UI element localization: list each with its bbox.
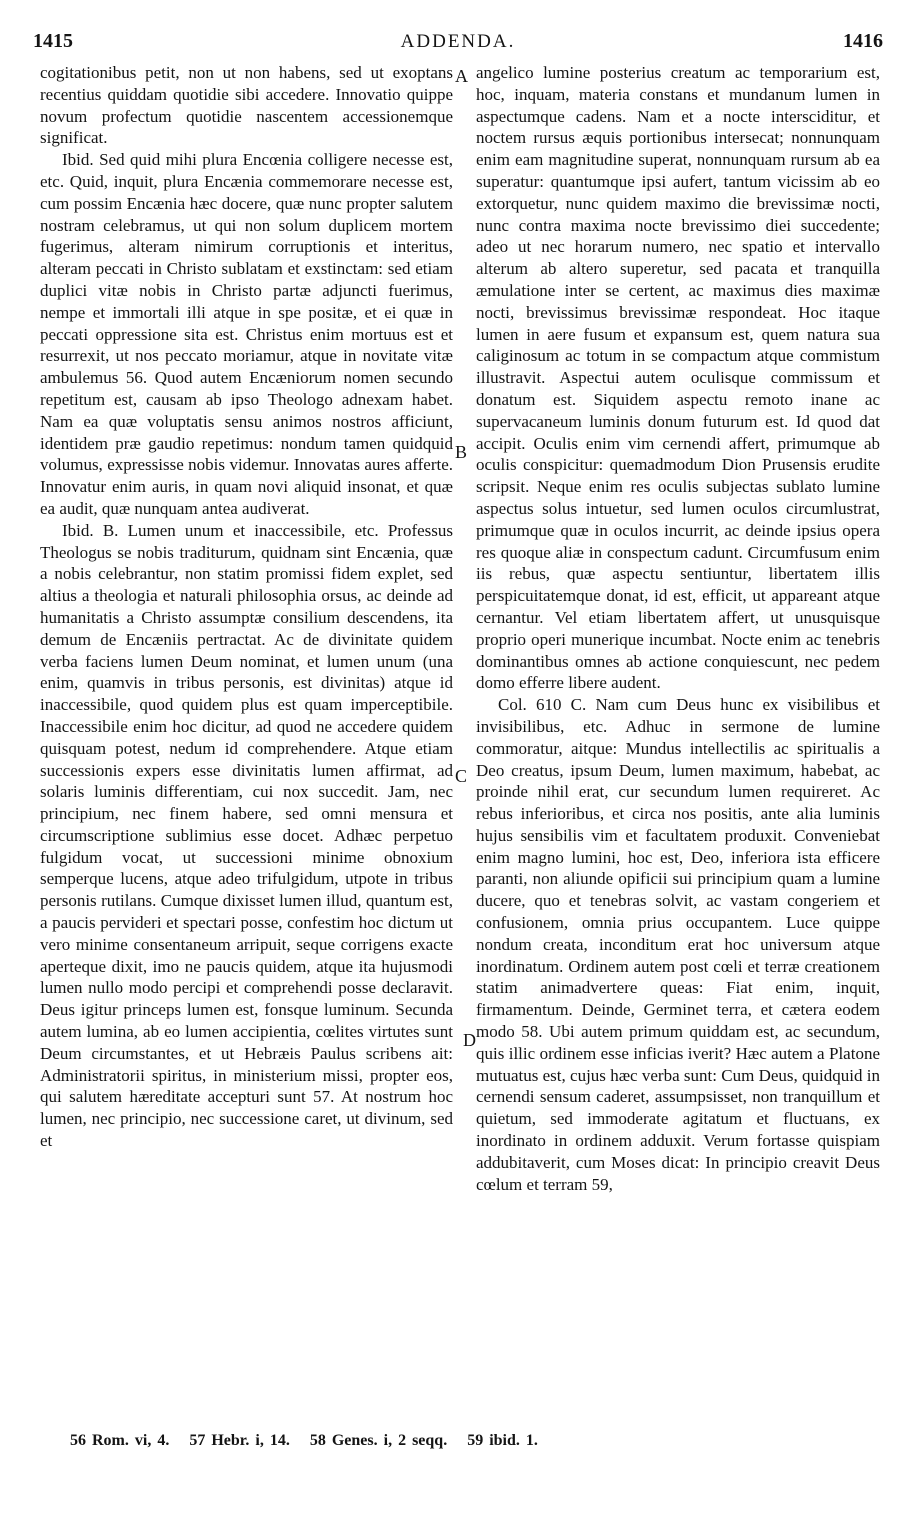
margin-marker-d: D xyxy=(463,1030,476,1050)
footnote: 58 Genes. i, 2 seqq. xyxy=(309,1432,448,1449)
margin-marker-c: C xyxy=(455,766,468,786)
margin-marker-b: B xyxy=(455,442,468,462)
paragraph: Col. 610 C. Nam cum Deus hunc ex visibilibus et invisibilibus, etc. Adhuc in sermone de lumine commoratur, aitque: Mundus intellectilis ac spiritualis a Deo creatus, ipsum Deum, lumen maximum, habebat, ac proinde nihil erat, cur secundum lumen requireret. Ac rebus inferioribus, et circa nos positis, ante alia luminis hujus sensibilis vim et facultatem produxit. Conveniebat enim magno lumini, hoc est, Deo, inferiora ista efficere paranti, non aliunde opificii sui principium quam a lumine ducere, quo et tenebras solvit, ac vastam congeriem et confusionem, omnia prius occupantem. Luce quippe nondum creata, inconditum erat hoc universum atque inordinatum. Ordinem autem post cœli et terræ creationem statim animadvertere queas: Fiat enim, inquit, firmamentum. Deinde, Germinet terra, et cætera eodem modo 58. Ubi autem primum quiddam est, ac secundum, quis illic ordinem esse inficias iverit? Hæc autem a Platone mutuatus est, cujus hæc verba sunt: Cum Deus, quidquid in cernendi sensum caderet, assumpsisset, non tranquillum et quietum, sed immoderate agitatum et fluctuans, ex inordinato in ordinem adduxit. Verum fortasse quispiam addubitaverit, cum Moses dicat: In principio creavit Deus cœlum et terram 59, xyxy=(476,695,880,1194)
page-number-right: 1416 xyxy=(843,30,883,52)
footnotes xyxy=(70,1432,890,1450)
footnote: 57 Hebr. i, 14. xyxy=(189,1432,290,1449)
right-column xyxy=(476,62,880,1195)
paragraph: angelico lumine posterius creatum ac temporarium est, hoc, inquam, materia constans et mundanum lumen in aspectumque cadens. Nam et a nocte intersciditur, et noctem rursus æquis portionibus intersecat; nonnunquam enim eam magnitudine superat, nonnunquam rursum ab ea superatur: quantumque ipsi aufert, tantum vicissim ab eo extorquetur, nunc quidem maximo die brevissimæ nocti, nunc contra maxima nocte brevissimo diei succedente; adeo ut nec horarum numero, nec spatio et intervallo alterum ab altero superetur, sed pacata et tranquilla æmulatione inter se certent, ac maximus dies maximæ nocti, brevissimus brevissimæ respondeat. Hoc itaque lumen in aere fusum et expansum est, quem natura sua caliginosum ac totum in se compactum atque commistum illustravit. Aspectui autem oculisque commissum et donatum est. Siquidem aspectu remoto inane ac supervacaneum luminis donum futurum est. Id quod dat accipit. Oculis enim vim cernendi affert, primumque ab oculis conspicitur: quemadmodum Dion Prusensis erudite scripsit. Neque enim res oculis subjectas sublato lumine aspectus solus intuetur, sed lumen oculos circumlustrat, primumque quæ in oculos incurrit, ac deinde ipsius opera res quoque aliæ in conspectum cadunt. Circumfusum enim iis rebus, quæ aspectu sentiuntur, libertatem illis perspicuitatemque donat, id est, efficit, ut appareant atque cernantur. Vel etiam libertatem affert, ut unusquisque proprio operi munerique incumbat. Nocte enim ac tenebris dominantibus omnes ab actione conquiescunt, nec pedem domo efferre libere audent. xyxy=(476,63,880,693)
running-title: ADDENDA. xyxy=(400,31,516,52)
page-number-left: 1415 xyxy=(33,30,73,52)
paragraph: cogitationibus petit, non ut non habens, sed ut exoptans recentius quiddam quotidie sibi accedere. Innovatio quippe novum profectum quotidie nascentem accessionemque significat. xyxy=(40,63,453,148)
page-header xyxy=(33,30,883,58)
footnote: 56 Rom. vi, 4. xyxy=(70,1432,170,1449)
footnote: 59 ibid. 1. xyxy=(467,1432,538,1449)
margin-marker-a: A xyxy=(455,66,468,86)
left-column xyxy=(40,62,453,1152)
paragraph: Ibid. Sed quid mihi plura Encœnia colligere necesse est, etc. Quid, inquit, plura Encænia commemorare necesse est, cum possim Encænia hæc docere, quæ nunc propter salutem nostram celebramus, ut qui non solum duplicem mortem fugerimus, alteram nimirum corruptionis et interitus, alteram peccati in Christo sublatam et exstinctam: sed etiam duplici vitæ nobis in Christo partæ adjuncti fuerimus, nempe et immortali illi atque in spe positæ, et ei quæ in peccati oppressione sita est. Christus enim mortuus est et resurrexit, ut nos peccato moriamur, atque in novitate vitæ ambulemus 56. Quod autem Encæniorum nomen secundo repetitum est, causam ab ipso Theologo adnexam habet. Nam ea quæ voluptatis sensu animos nostros afficiunt, identidem præ gaudio repetimus: nondum tamen quidquid volumus, expressisse nobis videmur. Innovatas aures afferte. Innovatur enim auris, in quam novi aliquid insonat, et quæ ea audit, quæ nunquam antea audiverat. xyxy=(40,150,453,518)
paragraph: Ibid. B. Lumen unum et inaccessibile, etc. Professus Theologus se nobis traditurum, quidnam sint Encænia, quæ a nobis celebrantur, non statim promissi fidem explet, sed altius a theologia et naturali philosophia orsus, ac deinde ad humanitatis a Christo assumptæ consilium descendens, ita demum de Encæniis pertractat. Ac de divinitate quidem verba faciens lumen Deum nominat, et lumen unum (una enim, quamvis in tribus personis, est divinitas) atque id inaccessibile, quod quidem plus est quam imperceptibile. Inaccessibile enim hoc dicitur, ad quod ne accedere quidem quisquam potest, nedum id comprehendere. Atque etiam successionis expers esse divinitatis lumen affirmat, ad solaris luminis differentiam, cui nox succedit. Jam, nec principium, nec finem habere, sed omni mensura et circumscriptione sublimius esse docet. Adhæc perpetuo fulgidum vocat, ut successioni minime obnoxium semperque lucens, atque adeo trifulgidum, utpote in tribus personis rutilans. Cumque dixisset lumen illud, quantum est, a paucis pervideri et spectari posse, confestim hoc dictum ut vero minime consentaneum arripuit, seque corrigens exacte aperteque dixit, imo ne paucis quidem, atque ita hujusmodi lumen nullo modo percipi et comprehendi posse declaravit. Deus igitur princeps lumen est, fonsque luminum. Secunda autem lumina, ab eo lumen accipientia, cœlites virtutes sunt Deum circumstantes, et ut Hebræis Paulus scribens ait: Administratorii spiritus, in ministerium missi, propter eos, qui salutem hæreditate accepturi sunt 57. At nostrum hoc lumen, nec principio, nec successione caret, ut divinum, sed et xyxy=(40,520,453,1151)
